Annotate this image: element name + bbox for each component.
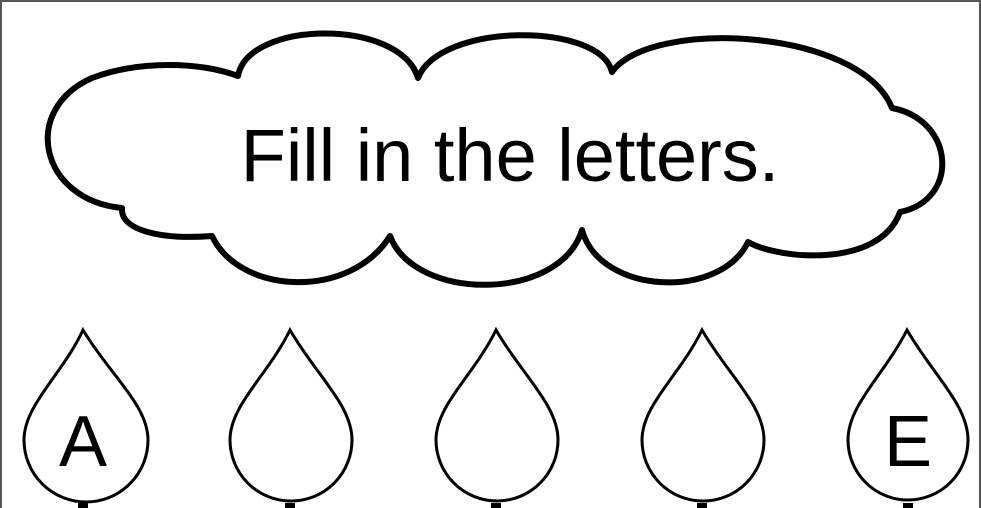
raindrop-outline (230, 330, 352, 501)
cropped-mark (285, 503, 295, 508)
raindrop-3[interactable] (436, 330, 558, 501)
cropped-mark (78, 503, 88, 508)
raindrop-5[interactable] (848, 330, 968, 500)
cropped-mark (491, 503, 501, 508)
raindrop-letter[interactable]: E (883, 402, 933, 482)
raindrop-letter[interactable]: A (58, 402, 108, 482)
cropped-marks-row (78, 503, 913, 508)
worksheet-title: Fill in the letters. (240, 114, 780, 197)
cropped-mark (697, 503, 707, 508)
raindrop-outline (436, 330, 558, 501)
raindrop-outline (642, 330, 764, 501)
raindrop-2[interactable] (230, 330, 352, 501)
raindrop-4[interactable] (642, 330, 764, 501)
raindrop-1[interactable] (24, 330, 148, 502)
cropped-mark (903, 503, 913, 508)
